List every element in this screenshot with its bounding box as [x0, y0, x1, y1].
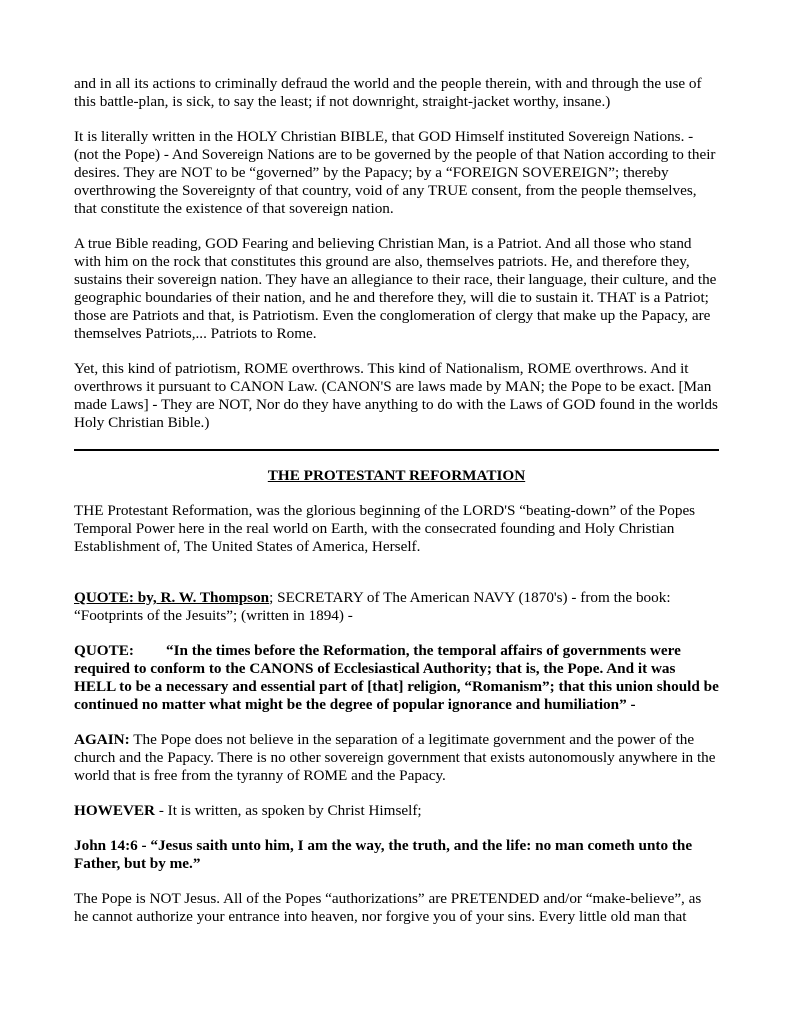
- quote-block: [74, 642, 719, 714]
- paragraph-sovereign-nations: It is literally written in the HOLY Christian BIBLE, that GOD Himself instituted Sovereign Nations. - (not the Pope) - And Sovereign Nations are to be governed by the people of that Nation according to their desires. They are NOT to be “governed” by the Papacy; by a “FOREIGN SOVEREIGN”; thereby overthrowing the Sovereignty of that country, void of any TRUE consent, from the people themselves, that constitute the existence of that sovereign nation.: [74, 128, 716, 217]
- however-label: HOWEVER: [74, 802, 156, 819]
- bible-verse: John 14:6 - “Jesus saith unto him, I am the way, the truth, and the life: no man cometh unto the Father, but by me.”: [74, 837, 693, 872]
- paragraph-defraud: and in all its actions to criminally defraud the world and the people therein, with and through the use of this battle-plan, is sick, to say the least; if not downright, straight-jacket worthy, insane.): [74, 75, 702, 110]
- quote-label: QUOTE:: [74, 642, 134, 659]
- quote-text: “In the times before the Reformation, the temporal affairs of governments were required to conform to the CANONS of Ecclesiastical Authority; that is, the Pope. And it was HELL to be a necessary and essential part of [that] religion, “Romanism”; that this union should be continued no matter what might be the degree of popular ignorance and humiliation” -: [74, 642, 719, 713]
- quote-source-rest: ; SECRETARY of The American NAVY (1870's) - from the book: “Footprints of the Jesuits”; (written in 1894) -: [74, 589, 671, 624]
- paragraph-canon-law: Yet, this kind of patriotism, ROME overthrows. This kind of Nationalism, ROME overthrows. And it overthrows it pursuant to CANON Law. (CANON'S are laws made by MAN; the Pope to be exact. [Man made Laws] - They are NOT, Nor do they have anything to do with the Laws of GOD found in the worlds Holy Christian Bible.): [74, 360, 718, 431]
- document-page: [74, 75, 719, 943]
- quote-source-label: QUOTE: by, R. W. Thompson: [74, 589, 270, 606]
- spacer: [74, 573, 719, 589]
- paragraph-pope-not-jesus: The Pope is NOT Jesus. All of the Popes “authorizations” are PRETENDED and/or “make-believe”, as he cannot authorize your entrance into heaven, nor forgive you of your sins. Every little old man that: [74, 890, 702, 925]
- paragraph-patriot: A true Bible reading, GOD Fearing and believing Christian Man, is a Patriot. And all those who stand with him on the rock that constitutes this ground are also, themselves patriots. He, and therefore they, sustains their sovereign nation. They have an allegiance to their race, their language, their culture, and the geographic boundaries of their nation, and he and therefore they, will die to sustain it. THAT is a Patriot; those are Patriots and that, is Patriotism. Even the conglomeration of clergy that make up the Papacy, are themselves Patriots,... Patriots to Rome.: [74, 235, 717, 342]
- again-text: The Pope does not believe in the separation of a legitimate government and the power of the church and the Papacy. There is no other sovereign government that exists autonomously anywhere in the world that is free from the tyranny of ROME and the Papacy.: [74, 731, 716, 784]
- section-heading: THE PROTESTANT REFORMATION: [267, 467, 526, 484]
- paragraph-however: [74, 802, 719, 820]
- paragraph-reformation: THE Protestant Reformation, was the glorious beginning of the LORD'S “beating-down” of the Popes Temporal Power here in the real world on Earth, with the consecrated founding and Holy Christian Establishment of, The United States of America, Herself.: [74, 502, 696, 555]
- quote-source: [74, 589, 719, 625]
- however-text: - It is written, as spoken by Christ Himself;: [155, 802, 422, 819]
- section-divider: [74, 449, 719, 451]
- again-label: AGAIN:: [74, 731, 130, 748]
- paragraph-again: [74, 731, 719, 785]
